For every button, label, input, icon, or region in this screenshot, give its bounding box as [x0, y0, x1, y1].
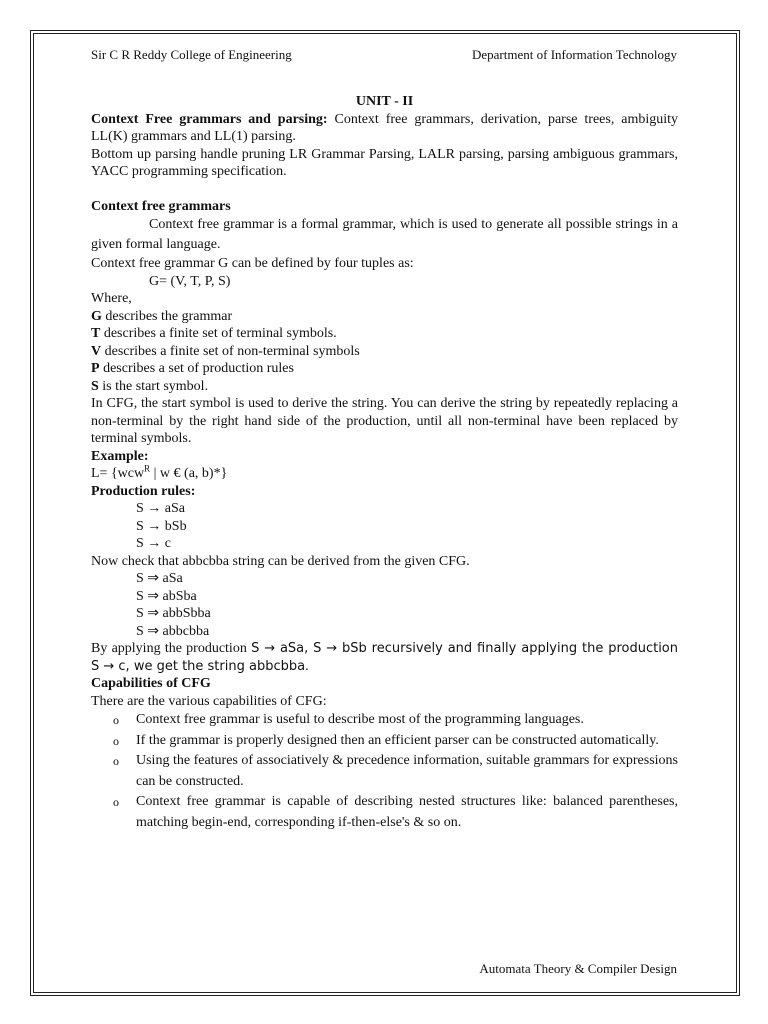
- list-item-text: Context free grammar is useful to describe most of the programming languages.: [136, 712, 584, 727]
- list-item: [91, 731, 678, 752]
- derivation-4: S ⇒ abbcbba: [136, 623, 210, 639]
- conclusion-c: .: [305, 658, 309, 674]
- cfg-definition: Context free grammar is a formal grammar, which is used to generate all possible strings in a given formal language.: [91, 217, 678, 252]
- cfg-tuple: G= (V, T, P, S): [149, 273, 231, 289]
- def-t: [91, 325, 678, 343]
- def-p: [91, 360, 678, 378]
- rules-heading: Production rules:: [91, 483, 196, 499]
- def-symbol: P: [91, 361, 100, 376]
- capabilities-heading: Capabilities of CFG: [91, 676, 211, 691]
- cfg-explanation: In CFG, the start symbol is used to derive the string. You can derive the string by repeatedly replacing a non-terminal by the right hand side of the production, until all non-terminal have been replaced by terminal symbols.: [91, 396, 678, 446]
- bullet-icon: o: [113, 754, 119, 768]
- list-item-text: If the grammar is properly designed then an efficient parser can be constructed automatically.: [136, 732, 659, 748]
- check-line: Now check that abbcbba string can be derived from the given CFG.: [91, 553, 470, 569]
- lang-post: | w € (a, b)*}: [150, 466, 228, 481]
- example-language: [91, 465, 678, 483]
- intro-line1: Context free grammars, derivation, parse trees, ambiguity LL(K) grammars and LL(1) parsing.: [91, 111, 679, 144]
- cfg-tuples-line: Context free grammar G can be defined by four tuples as:: [91, 256, 414, 271]
- def-text: describes the grammar: [101, 308, 233, 324]
- header-department: Department of Information Technology: [472, 47, 677, 62]
- intro-bold-lead: Context Free grammars and parsing:: [91, 111, 328, 127]
- derivation-2: S ⇒ abSba: [136, 588, 197, 604]
- lang-pre: L= {wcw: [91, 466, 145, 481]
- cfg-where: Where,: [91, 291, 132, 306]
- def-g: [91, 308, 678, 326]
- def-symbol: V: [91, 343, 102, 359]
- document-body: [91, 93, 678, 833]
- bullet-icon: o: [113, 795, 119, 809]
- header-college: Sir C R Reddy College of Engineering: [91, 47, 292, 62]
- def-symbol: T: [91, 326, 101, 341]
- def-text: is the start symbol.: [98, 378, 209, 394]
- list-item-text: Context free grammar is capable of describing nested structures like: balanced parentheses, matching begin-end, corresponding if-then-else's & so on.: [136, 794, 678, 830]
- conclusion-b: S → aSa, S → bSb recursively and finally applying the production S → c, we get the string abbcbba: [91, 641, 678, 674]
- lang-sup: R: [144, 463, 151, 474]
- rule-1: S → aSa: [136, 501, 185, 516]
- def-s: [91, 378, 678, 396]
- def-symbol: G: [91, 308, 102, 324]
- capabilities-intro: There are the various capabilities of CFG:: [91, 693, 327, 709]
- list-item: [91, 751, 678, 792]
- list-item-text: Using the features of associatively & precedence information, suitable grammars for expressions can be constructed.: [136, 753, 678, 789]
- def-text: describes a finite set of terminal symbols.: [100, 326, 337, 341]
- unit-title: UNIT - II: [355, 94, 414, 109]
- bullet-icon: o: [113, 733, 119, 748]
- example-heading: Example:: [91, 448, 149, 464]
- footer-course: Automata Theory & Compiler Design: [479, 961, 677, 976]
- rule-2: S → bSb: [136, 518, 187, 534]
- bullet-icon: o: [113, 713, 119, 727]
- list-item: [91, 710, 678, 731]
- capabilities-list: [91, 710, 678, 833]
- derivation-1: S ⇒ aSa: [136, 571, 183, 586]
- conclusion: [91, 640, 678, 675]
- def-text: describes a finite set of non-terminal symbols: [101, 343, 360, 359]
- conclusion-a: By applying the production: [91, 641, 252, 656]
- def-symbol: S: [91, 378, 99, 394]
- derivation-3: S ⇒ abbSbba: [136, 606, 211, 621]
- intro-paragraph: [91, 111, 678, 146]
- def-text: describes a set of production rules: [99, 361, 294, 376]
- cfg-heading: Context free grammars: [91, 198, 231, 214]
- rule-3: S → c: [136, 536, 171, 551]
- intro-line2: Bottom up parsing handle pruning LR Grammar Parsing, LALR parsing, parsing ambiguous grammars, YACC programming specification.: [91, 146, 678, 179]
- def-v: [91, 343, 678, 361]
- list-item: [91, 792, 678, 833]
